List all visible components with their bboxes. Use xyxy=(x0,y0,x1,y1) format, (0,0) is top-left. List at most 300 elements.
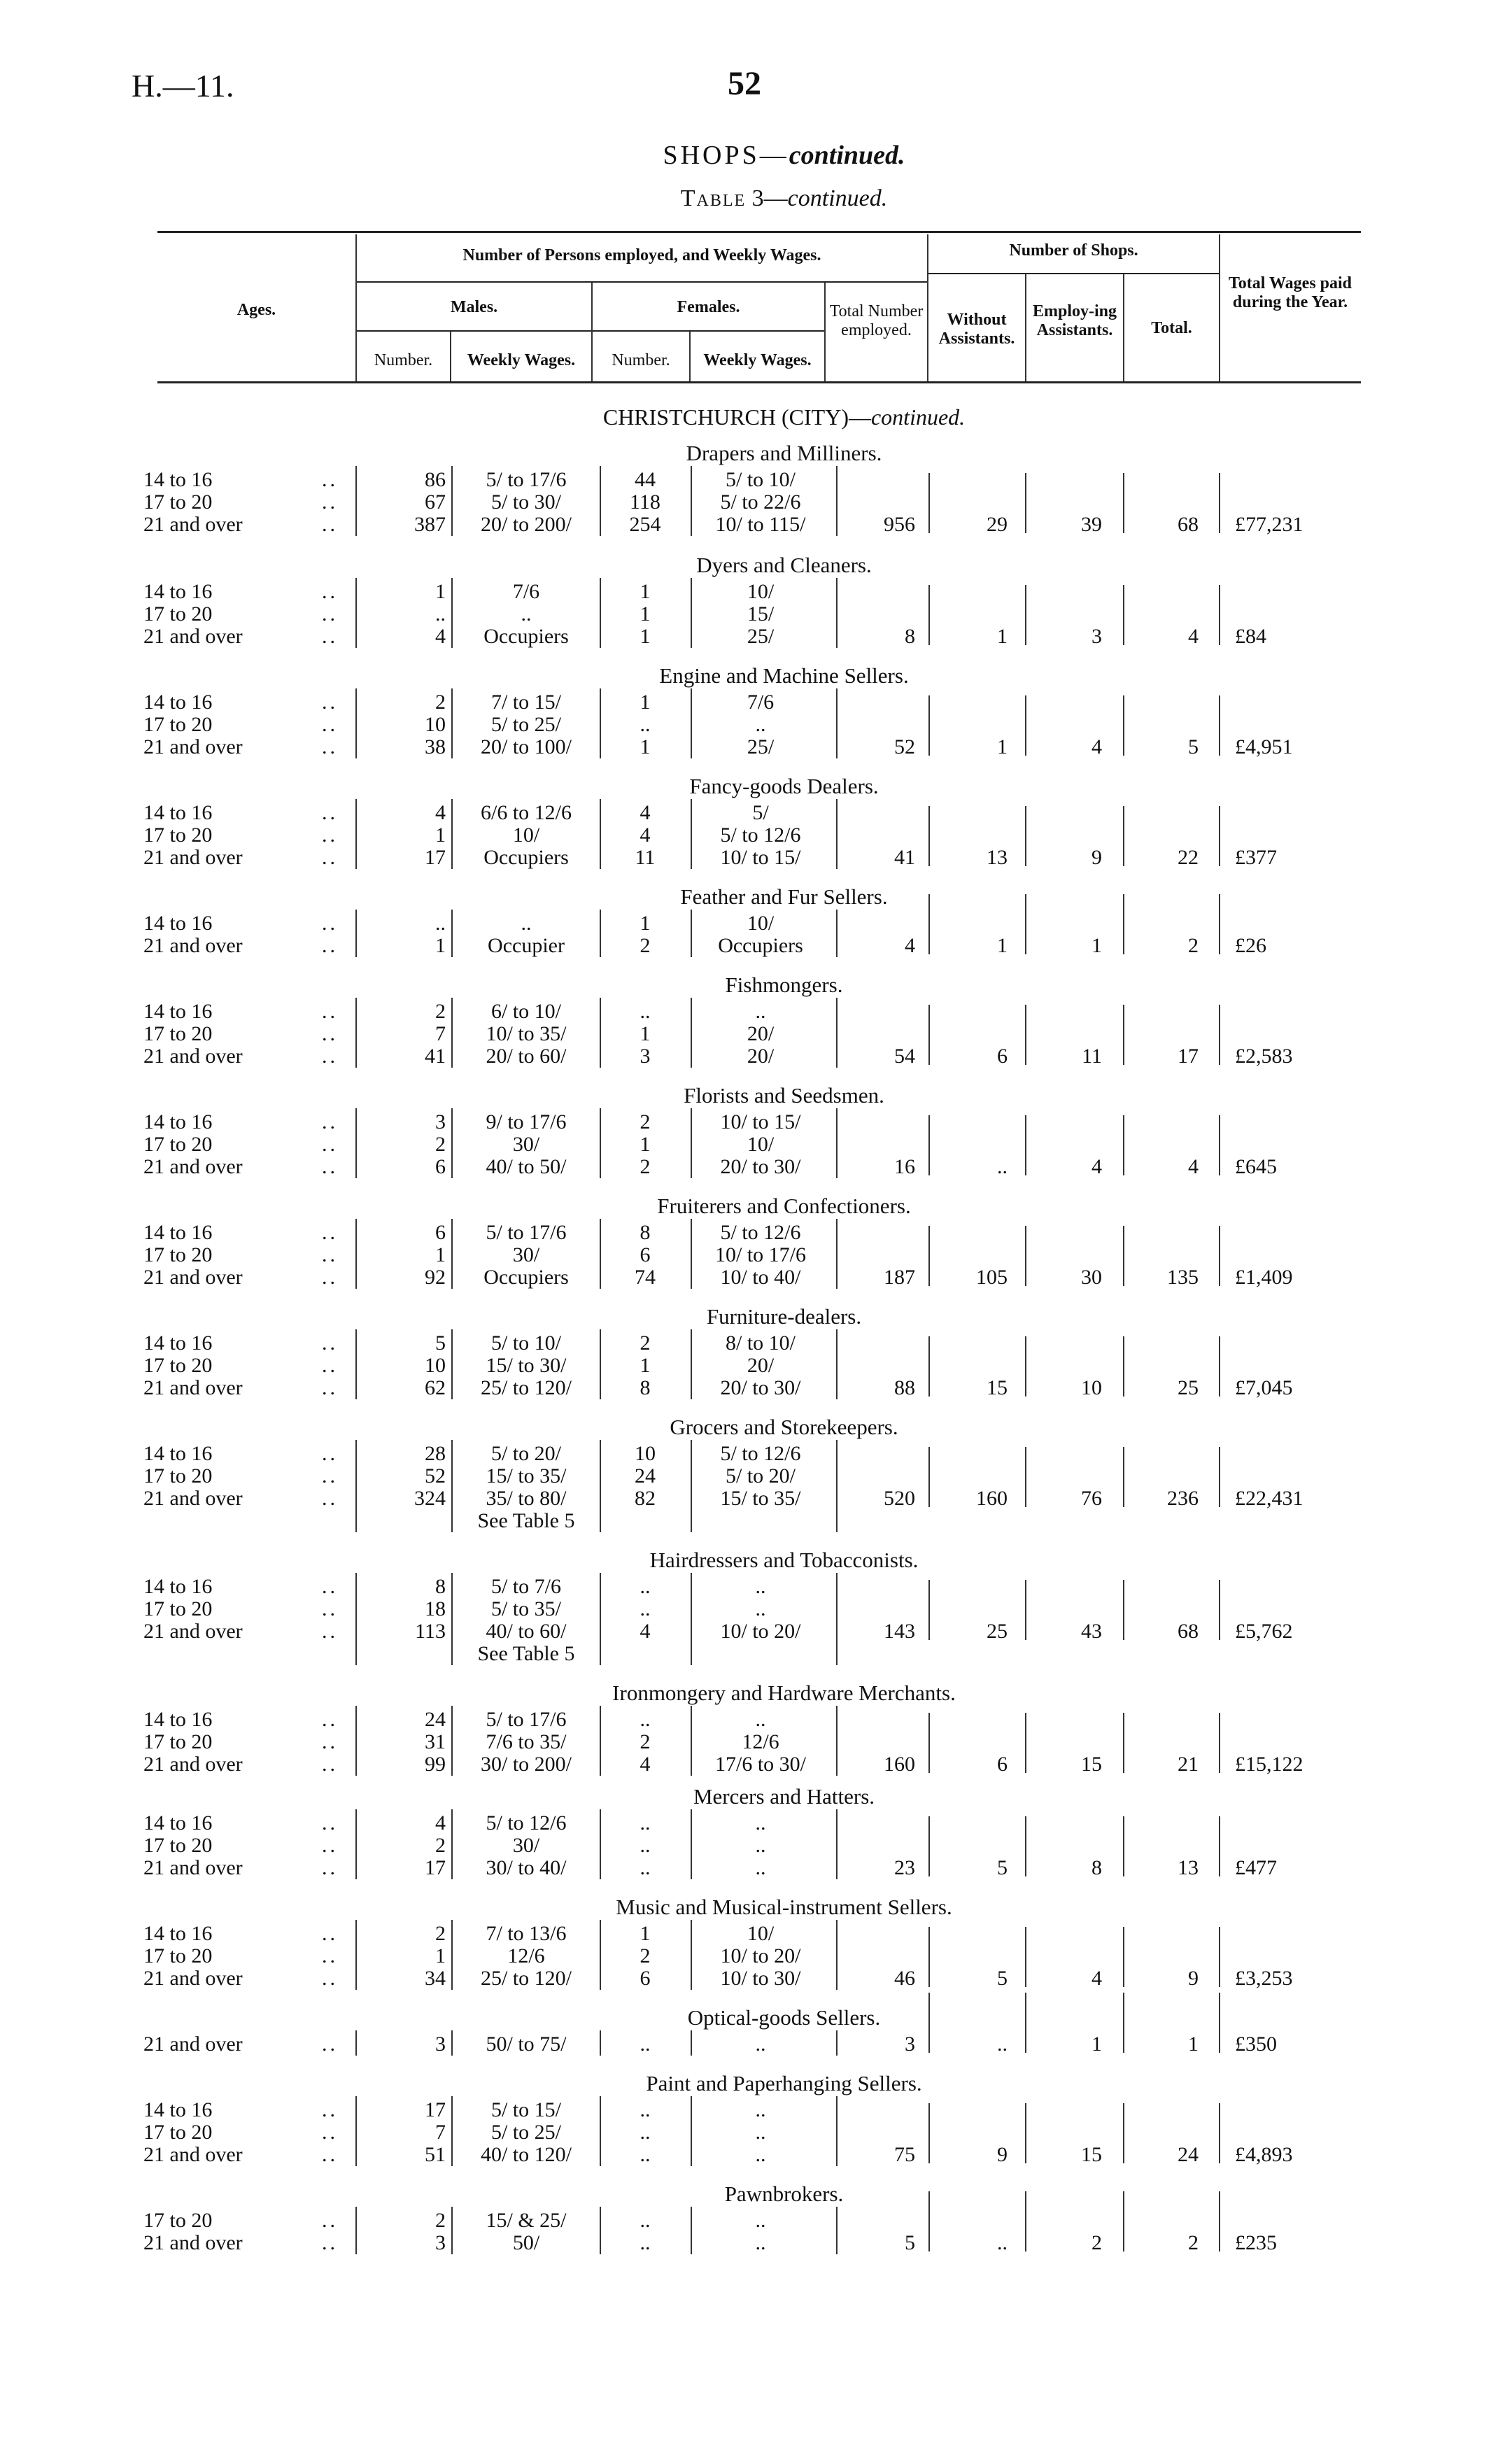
column-divider xyxy=(1025,1927,1026,1987)
column-divider xyxy=(1219,1993,1220,2053)
shops-employing-assistants: 2 xyxy=(1091,2231,1102,2254)
column-divider xyxy=(355,1329,357,1399)
column-divider xyxy=(451,2207,453,2254)
leader-dots: .. xyxy=(322,1620,338,1643)
shops-total: 5 xyxy=(1188,735,1199,758)
male-number: 17 xyxy=(425,2098,446,2121)
column-divider xyxy=(836,998,838,1068)
leader-dots: .. xyxy=(322,2121,338,2144)
leader-dots: .. xyxy=(322,1753,338,1776)
female-wages: .. xyxy=(755,2098,766,2121)
shops-employing-assistants: 15 xyxy=(1081,2143,1102,2166)
total-employed: 16 xyxy=(894,1155,915,1178)
female-number: 24 xyxy=(635,1464,656,1487)
column-divider xyxy=(836,2030,838,2056)
column-divider xyxy=(836,1329,838,1399)
column-divider xyxy=(355,1573,357,1665)
leader-dots: .. xyxy=(322,1110,338,1133)
female-wages: .. xyxy=(755,1708,766,1731)
section-totals xyxy=(0,1156,1512,1178)
column-divider xyxy=(836,1573,838,1665)
column-divider xyxy=(691,578,692,648)
shops-total: 68 xyxy=(1178,513,1199,536)
leader-dots: .. xyxy=(322,625,338,648)
column-divider xyxy=(691,2207,692,2254)
male-wages: 50/ xyxy=(512,2231,540,2254)
female-number: 4 xyxy=(640,1753,651,1776)
column-divider xyxy=(1025,473,1026,533)
age-cell: 14 to 16 xyxy=(143,1000,213,1023)
female-number: 1 xyxy=(640,735,651,758)
male-number: 324 xyxy=(414,1487,446,1510)
column-divider xyxy=(355,466,357,536)
total-wages-year: £477 xyxy=(1235,1856,1277,1879)
table-row xyxy=(0,603,1512,625)
column-divider xyxy=(600,1573,601,1665)
col-ages: Ages. xyxy=(236,301,276,319)
female-number: 74 xyxy=(635,1266,656,1289)
female-wages: .. xyxy=(755,1575,766,1598)
column-divider xyxy=(600,1440,601,1532)
female-wages: 10/ to 15/ xyxy=(720,1110,801,1133)
column-divider xyxy=(451,2096,453,2166)
column-divider xyxy=(691,799,692,869)
male-wages: .. xyxy=(521,602,532,625)
leader-dots: .. xyxy=(322,1266,338,1289)
male-wages: 12/6 xyxy=(507,1944,545,1967)
male-number: 10 xyxy=(425,1354,446,1377)
column-divider xyxy=(1219,1115,1220,1175)
col-male-number: Number. xyxy=(374,351,433,369)
shops-without-assistants: 6 xyxy=(997,1045,1008,1068)
col-total: Total. xyxy=(1151,319,1192,337)
age-cell: 14 to 16 xyxy=(143,1811,213,1835)
column-divider xyxy=(1123,1005,1124,1065)
title-main: SHOPS— xyxy=(663,141,789,170)
female-number: 2 xyxy=(640,1155,651,1178)
leader-dots: .. xyxy=(322,912,338,935)
total-wages-year: £377 xyxy=(1235,846,1277,869)
column-divider xyxy=(691,1329,692,1399)
male-wages: 6/ to 10/ xyxy=(490,1000,561,1023)
female-number: 82 xyxy=(635,1487,656,1510)
column-divider xyxy=(1219,2191,1220,2251)
male-number: 18 xyxy=(425,1597,446,1620)
column-divider xyxy=(928,1226,930,1286)
column-divider xyxy=(1123,473,1124,533)
section-title: Music and Musical-instrument Sellers. xyxy=(616,1895,952,1919)
shops-employing-assistants: 10 xyxy=(1081,1376,1102,1399)
male-wages: 40/ to 120/ xyxy=(480,2143,572,2166)
column-divider xyxy=(691,1809,692,1879)
shops-without-assistants: 160 xyxy=(976,1487,1008,1510)
table-row xyxy=(0,1023,1512,1045)
column-divider xyxy=(691,1573,692,1665)
table-row xyxy=(0,1812,1512,1835)
leader-dots: .. xyxy=(322,713,338,736)
column-divider xyxy=(1025,1580,1026,1640)
shops-without-assistants: .. xyxy=(997,1155,1008,1178)
total-wages-year: £5,762 xyxy=(1235,1620,1293,1643)
shops-without-assistants: 15 xyxy=(987,1376,1008,1399)
column-divider xyxy=(928,2103,930,2163)
persons-rule xyxy=(357,281,927,283)
leader-dots: .. xyxy=(322,1730,338,1753)
total-employed: 23 xyxy=(894,1856,915,1879)
female-number: 4 xyxy=(640,823,651,847)
female-number: .. xyxy=(640,713,651,736)
female-wages: 20/ xyxy=(747,1022,775,1045)
leader-dots: .. xyxy=(322,1354,338,1377)
male-wages: Occupiers xyxy=(483,846,569,869)
section-title: Pawnbrokers. xyxy=(724,2182,844,2206)
section-title: Paint and Paperhanging Sellers. xyxy=(646,2071,922,2095)
table-row xyxy=(0,2099,1512,2121)
male-wages: 5/ to 35/ xyxy=(490,1597,561,1620)
column-divider xyxy=(1219,1580,1220,1640)
section-totals xyxy=(0,935,1512,957)
leader-dots: .. xyxy=(322,2209,338,2232)
leader-dots: .. xyxy=(322,2033,338,2056)
leader-dots: .. xyxy=(322,1133,338,1156)
column-divider xyxy=(1123,1816,1124,1876)
shops-employing-assistants: 15 xyxy=(1081,1753,1102,1776)
column-divider xyxy=(355,799,357,869)
column-divider xyxy=(1123,2191,1124,2251)
subtitle-num: 3— xyxy=(751,185,788,211)
female-wages: 10/ to 40/ xyxy=(720,1266,801,1289)
column-divider xyxy=(1025,1713,1026,1773)
section-totals xyxy=(0,1045,1512,1068)
leader-dots: .. xyxy=(322,934,338,957)
column-divider xyxy=(691,466,692,536)
table-row xyxy=(0,1222,1512,1244)
leader-dots: .. xyxy=(322,1022,338,1045)
female-number: 8 xyxy=(640,1376,651,1399)
leader-dots: .. xyxy=(322,513,338,536)
female-wages: 10/ to 15/ xyxy=(720,846,801,869)
column-divider xyxy=(451,688,453,758)
female-wages: 8/ to 10/ xyxy=(725,1331,796,1355)
table-row xyxy=(0,1731,1512,1753)
column-divider xyxy=(1025,2103,1026,2163)
female-wages: 17/6 to 30/ xyxy=(714,1753,806,1776)
total-wages-year: £2,583 xyxy=(1235,1045,1293,1068)
female-wages: .. xyxy=(755,2143,766,2166)
column-divider xyxy=(836,1440,838,1532)
leader-dots: .. xyxy=(322,1834,338,1857)
table-row xyxy=(0,1111,1512,1133)
shops-employing-assistants: 43 xyxy=(1081,1620,1102,1643)
table-row xyxy=(0,469,1512,491)
male-number: 67 xyxy=(425,490,446,514)
section-totals xyxy=(0,1487,1512,1510)
total-wages-year: £7,045 xyxy=(1235,1376,1293,1399)
female-number: .. xyxy=(640,2143,651,2166)
male-number: 8 xyxy=(435,1575,446,1598)
column-divider xyxy=(1025,2191,1026,2251)
column-divider xyxy=(1123,806,1124,866)
female-wages: 5/ to 12/6 xyxy=(720,1221,801,1244)
table-row xyxy=(0,2210,1512,2232)
male-number: 62 xyxy=(425,1376,446,1399)
age-cell: 14 to 16 xyxy=(143,691,213,714)
table-row xyxy=(0,1923,1512,1945)
column-divider xyxy=(928,585,930,645)
column-divider xyxy=(451,1809,453,1879)
column-divider xyxy=(836,2096,838,2166)
column-divider xyxy=(600,466,601,536)
male-wages: 5/ to 10/ xyxy=(490,1331,561,1355)
subtitle-lead: Table xyxy=(680,185,747,211)
female-wages: 7/6 xyxy=(747,691,775,714)
leader-dots: .. xyxy=(322,1376,338,1399)
total-employed: 3 xyxy=(905,2033,915,2056)
total-wages-year: £645 xyxy=(1235,1155,1277,1178)
column-divider xyxy=(1123,1580,1124,1640)
female-wages: .. xyxy=(755,2121,766,2144)
col-female-wages: Weekly Wages. xyxy=(703,351,812,369)
age-cell: 14 to 16 xyxy=(143,1575,213,1598)
shops-total: 13 xyxy=(1178,1856,1199,1879)
age-cell: 14 to 16 xyxy=(143,912,213,935)
male-number: 4 xyxy=(435,1811,446,1835)
age-cell: 21 and over xyxy=(143,1376,243,1399)
male-wages: 5/ to 25/ xyxy=(490,713,561,736)
table-subtitle xyxy=(0,185,1512,212)
female-number: 3 xyxy=(640,1045,651,1068)
female-wages: 10/ xyxy=(747,1133,775,1156)
column-divider xyxy=(600,2030,601,2056)
female-wages: 25/ xyxy=(747,735,775,758)
leader-dots: .. xyxy=(322,602,338,625)
shops-without-assistants: 29 xyxy=(987,513,1008,536)
section-totals xyxy=(0,1753,1512,1776)
col-total-wages: Total Wages paid during the Year. xyxy=(1228,274,1352,311)
column-divider xyxy=(451,1573,453,1665)
table-row xyxy=(0,1443,1512,1465)
column-divider xyxy=(691,2096,692,2166)
male-number: 17 xyxy=(425,846,446,869)
female-wages: 20/ to 30/ xyxy=(720,1155,801,1178)
female-wages: 10/ xyxy=(747,912,775,935)
male-wages: 7/6 to 35/ xyxy=(486,1730,567,1753)
female-wages: 10/ xyxy=(747,580,775,603)
age-cell: 17 to 20 xyxy=(143,1354,213,1377)
col-without: Without Assistants. xyxy=(938,311,1015,348)
column-divider xyxy=(928,1993,930,2053)
male-number: 6 xyxy=(435,1221,446,1244)
male-wages: Occupiers xyxy=(483,625,569,648)
female-wages: .. xyxy=(755,1811,766,1835)
leader-dots: .. xyxy=(322,1000,338,1023)
section-title: Fancy-goods Dealers. xyxy=(689,774,879,798)
age-cell: 21 and over xyxy=(143,1967,243,1990)
column-divider xyxy=(691,1108,692,1178)
male-wages: 7/ to 15/ xyxy=(490,691,561,714)
total-wages-year: £15,122 xyxy=(1235,1753,1303,1776)
section-title: Ironmongery and Hardware Merchants. xyxy=(612,1681,956,1705)
female-wages: 5/ to 10/ xyxy=(725,468,796,491)
shops-total: 1 xyxy=(1188,2033,1199,2056)
table-row xyxy=(0,1510,1512,1532)
total-wages-year: £84 xyxy=(1235,625,1266,648)
leader-dots: .. xyxy=(322,846,338,869)
male-wages: 7/ to 13/6 xyxy=(486,1922,567,1945)
total-employed: 520 xyxy=(884,1487,915,1510)
column-divider xyxy=(355,578,357,648)
leader-dots: .. xyxy=(322,735,338,758)
leader-dots: .. xyxy=(322,1331,338,1355)
column-divider xyxy=(1219,1005,1220,1065)
male-number: 41 xyxy=(425,1045,446,1068)
column-divider xyxy=(600,578,601,648)
leader-dots: .. xyxy=(322,1487,338,1510)
age-cell: 14 to 16 xyxy=(143,1331,213,1355)
female-wages: 5/ to 12/6 xyxy=(720,1442,801,1465)
female-number: 2 xyxy=(640,1730,651,1753)
male-number: 24 xyxy=(425,1708,446,1731)
female-number: .. xyxy=(640,1597,651,1620)
age-cell: 14 to 16 xyxy=(143,1442,213,1465)
total-wages-year: £235 xyxy=(1235,2231,1277,2254)
column-divider xyxy=(1219,1927,1220,1987)
column-divider xyxy=(451,910,453,957)
total-wages-year: £3,253 xyxy=(1235,1967,1293,1990)
male-wages: 5/ to 17/6 xyxy=(486,1708,567,1731)
table-row xyxy=(0,491,1512,514)
column-divider xyxy=(928,1580,930,1640)
shops-without-assistants: .. xyxy=(997,2231,1008,2254)
male-number: .. xyxy=(435,602,446,625)
column-divider xyxy=(355,1920,357,1990)
total-employed: 187 xyxy=(884,1266,915,1289)
shops-rule xyxy=(928,273,1219,274)
column-divider xyxy=(1025,1993,1026,2053)
column-divider xyxy=(836,2207,838,2254)
female-wages: 25/ xyxy=(747,625,775,648)
column-divider xyxy=(600,1219,601,1289)
leader-dots: .. xyxy=(322,1922,338,1945)
male-wages: .. xyxy=(521,912,532,935)
table-row xyxy=(0,1355,1512,1377)
female-number: 1 xyxy=(640,691,651,714)
column-divider xyxy=(1025,1336,1026,1397)
male-wages: 30/ xyxy=(512,1243,540,1266)
sub-rule xyxy=(357,330,824,332)
table-row xyxy=(0,1945,1512,1967)
male-wages: 5/ to 30/ xyxy=(490,490,561,514)
male-number: 3 xyxy=(435,1110,446,1133)
age-cell: 17 to 20 xyxy=(143,1597,213,1620)
column-divider xyxy=(1219,585,1220,645)
section-totals xyxy=(0,514,1512,536)
male-number: 2 xyxy=(435,1133,446,1156)
male-wages: 10/ xyxy=(512,823,540,847)
female-number: 2 xyxy=(640,1331,651,1355)
male-wages: 25/ to 120/ xyxy=(480,1376,572,1399)
female-number: 1 xyxy=(640,1922,651,1945)
col-females: Females. xyxy=(677,298,740,316)
shops-without-assistants: 9 xyxy=(997,2143,1008,2166)
leader-dots: .. xyxy=(322,691,338,714)
column-divider xyxy=(1025,894,1026,954)
column-divider xyxy=(928,894,930,954)
male-wages: 5/ to 20/ xyxy=(490,1442,561,1465)
age-cell: 21 and over xyxy=(143,2033,243,2056)
shops-total: 4 xyxy=(1188,1155,1199,1178)
column-divider xyxy=(928,1447,930,1507)
male-number: 2 xyxy=(435,2209,446,2232)
female-number: 4 xyxy=(640,801,651,824)
column-divider xyxy=(1025,585,1026,645)
column-divider xyxy=(1123,1993,1124,2053)
column-divider xyxy=(928,1816,930,1876)
column-divider xyxy=(1025,806,1026,866)
female-wages: 15/ to 35/ xyxy=(720,1487,801,1510)
column-divider xyxy=(928,1713,930,1773)
title-continued: continued. xyxy=(789,141,905,170)
total-employed: 52 xyxy=(894,735,915,758)
male-wages: 7/6 xyxy=(512,580,540,603)
male-number: 6 xyxy=(435,1155,446,1178)
female-wages: 20/ xyxy=(747,1045,775,1068)
female-number: 1 xyxy=(640,625,651,648)
female-wages: 20/ xyxy=(747,1354,775,1377)
total-employed: 41 xyxy=(894,846,915,869)
total-employed: 160 xyxy=(884,1753,915,1776)
male-number: 5 xyxy=(435,1331,446,1355)
column-divider xyxy=(1219,1336,1220,1397)
female-wages: .. xyxy=(755,1856,766,1879)
table-row xyxy=(0,1244,1512,1266)
column-divider xyxy=(451,1108,453,1178)
age-cell: 17 to 20 xyxy=(143,2121,213,2144)
female-number: 1 xyxy=(640,912,651,935)
city-continued: continued. xyxy=(870,404,966,430)
male-wages: 5/ to 17/6 xyxy=(486,468,567,491)
male-wages: See Table 5 xyxy=(477,1509,575,1532)
section-totals xyxy=(0,1620,1512,1643)
shops-total: 17 xyxy=(1178,1045,1199,1068)
shops-without-assistants: 5 xyxy=(997,1856,1008,1879)
male-number: 38 xyxy=(425,735,446,758)
subtitle-continued: continued. xyxy=(787,185,888,211)
col-employing: Employ-ing Assistants. xyxy=(1032,302,1117,339)
male-number: 1 xyxy=(435,934,446,957)
column-divider xyxy=(691,1440,692,1532)
male-number: 387 xyxy=(414,513,446,536)
male-number: 3 xyxy=(435,2231,446,2254)
total-employed: 75 xyxy=(894,2143,915,2166)
male-wages: Occupier xyxy=(488,934,565,957)
female-number: 11 xyxy=(635,846,656,869)
column-divider xyxy=(836,1920,838,1990)
female-wages: .. xyxy=(755,2209,766,2232)
column-divider xyxy=(600,1108,601,1178)
male-number: 1 xyxy=(435,1944,446,1967)
female-number: .. xyxy=(640,2033,651,2056)
table-row xyxy=(0,1835,1512,1857)
male-number: 10 xyxy=(425,713,446,736)
female-wages: 10/ to 20/ xyxy=(720,1944,801,1967)
column-divider xyxy=(355,688,357,758)
column-divider xyxy=(1123,695,1124,756)
female-wages: 5/ to 22/6 xyxy=(720,490,801,514)
male-wages: 5/ to 12/6 xyxy=(486,1811,567,1835)
age-cell: 21 and over xyxy=(143,1266,243,1289)
female-wages: 10/ to 115/ xyxy=(715,513,806,536)
